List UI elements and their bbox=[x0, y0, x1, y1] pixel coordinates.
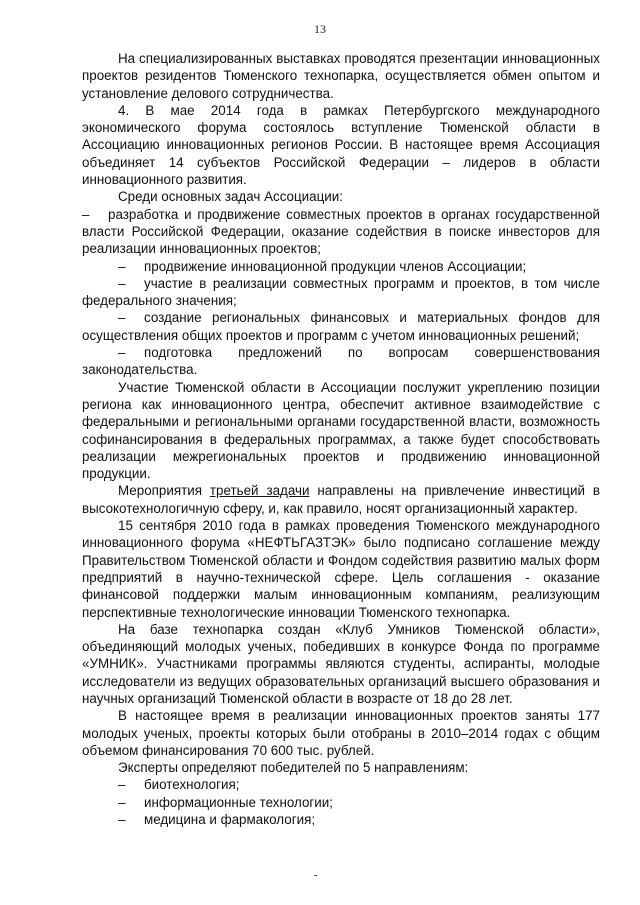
paragraph-agreement: 15 сентября 2010 года в рамках проведения Тюменского международного инновационного форума «НЕФТЬГАЗТЭК» было подписано соглашение между Правительством Тюменской области и Фондом содействия развитию малых форм предприятий в научно-технической сфере. Цель соглашения - оказание финансовой поддержки малым инновационным компаниям, реализующим перспективные технологические инновации Тюменского технопарка. bbox=[82, 518, 600, 620]
task-item-text: участие в реализации совместных программ и проектов, в том числе федерального значения; bbox=[82, 275, 600, 309]
task-item bbox=[82, 275, 600, 310]
task-item-text: создание региональных финансовых и материальных фондов для осуществления общих проектов и программ с учетом инновационных решений; bbox=[82, 310, 600, 343]
paragraph-exhibitions: На специализированных выставках проводятся презентации инновационных проектов резидентов Тюменского технопарка, осуществляется обмен опытом и установление делового сотрудничества. bbox=[82, 51, 600, 101]
paragraph-experts: Эксперты определяют победителей по 5 направлениям: bbox=[118, 760, 469, 776]
document-body bbox=[82, 50, 600, 828]
task-item-text: продвижение инновационной продукции членов Ассоциации; bbox=[144, 258, 527, 274]
dash-marker: – bbox=[118, 345, 126, 361]
paragraph-umnik-club: На базе технопарка создан «Клуб Умников Тюменской области», объединяющий молодых ученых, победивших в конкурсе Фонда по программе «УМНИК». Участниками программы являются студенты, аспиранты, молодые исследователи из ведущих образовательных организаций высшего образования и научных организаций Тюменской области в возрасте от 18 до 28 лет. bbox=[82, 621, 600, 706]
dash-marker: – bbox=[118, 275, 126, 291]
direction-item-text: биотехнология; bbox=[144, 777, 240, 793]
paragraph-third-task bbox=[82, 482, 600, 517]
third-task-underlined: третьей задачи bbox=[209, 483, 310, 499]
dash-marker: – bbox=[118, 310, 126, 326]
task-item-text: разработка и продвижение совместных проектов в органах государственной власти Российской Федерации, оказание содействия в поиске инвесторов для реализации инновационных проектов; bbox=[82, 206, 600, 257]
dash-marker: – bbox=[118, 258, 126, 274]
direction-item bbox=[82, 794, 600, 811]
dash-marker: – bbox=[82, 206, 90, 222]
direction-item-text: медицина и фармакология; bbox=[144, 812, 316, 828]
paragraph-association-entry: 4. В мае 2014 года в рамках Петербургского международного экономического форума состоялось вступление Тюменской области в Ассоциацию инновационных регионов России. В настоящее время Ассоциация объединяет 14 субъектов Российской Федерации – лидеров в области инновационного развития. bbox=[82, 102, 600, 188]
direction-item-text: информационные технологии; bbox=[144, 794, 333, 810]
third-task-rest: направлены на привлечение инвестиций в высокотехнологичную сферу, и, как правило, носят организационный характер. bbox=[82, 483, 600, 516]
paragraph-participation: Участие Тюменской области в Ассоциации послужит укреплению позиции региона как инновационного центра, обеспечит активное взаимодействие с федеральными и региональными органами государственной власти, возможность софинансирования в федеральных программах, а также будет способствовать реализации межрегиональных проектов и продвижению инновационной продукции. bbox=[82, 379, 600, 482]
task-item-text: подготовка предложений по вопросам совершенствования законодательства. bbox=[82, 345, 600, 378]
direction-item bbox=[82, 811, 600, 828]
page-number: 13 bbox=[314, 22, 326, 36]
paragraph-young-scientists: В настоящее время в реализации инновационных проектов заняты 177 молодых ученых, проекты которых были отобраны в 2010–2014 годах с общим объемом финансирования 70 600 тыс. рублей. bbox=[82, 708, 600, 758]
task-item bbox=[82, 206, 600, 258]
direction-item bbox=[82, 776, 600, 793]
dash-marker: – bbox=[118, 794, 126, 810]
third-task-lead: Мероприятия bbox=[118, 483, 210, 499]
scan-speck bbox=[314, 875, 317, 876]
dash-marker: – bbox=[118, 812, 126, 828]
task-item bbox=[82, 344, 600, 379]
dash-marker: – bbox=[118, 777, 126, 793]
paragraph-tasks-heading: Среди основных задач Ассоциации: bbox=[118, 189, 343, 205]
task-item bbox=[82, 258, 600, 275]
task-item bbox=[82, 309, 600, 344]
